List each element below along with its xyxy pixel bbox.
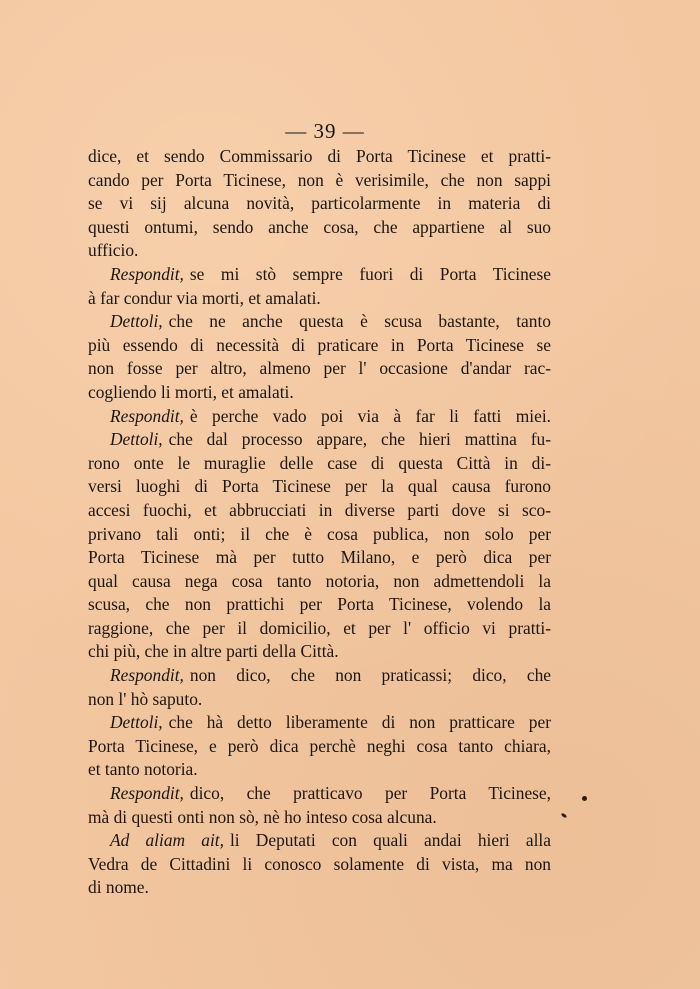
text-line: di nome. bbox=[88, 877, 149, 898]
line-text: che hà detto liberamente di non pratticare per bbox=[168, 712, 551, 733]
line-text: se mi stò sempre fuori di Porta Ticinese bbox=[189, 263, 551, 284]
paragraph bbox=[88, 405, 551, 429]
text-line bbox=[88, 428, 551, 452]
speaker-label: Dettoli, bbox=[110, 311, 163, 332]
text-line: raggione, che per il domicilio, et per l' officio vi pratti- bbox=[88, 617, 551, 638]
text-line: qual causa nega cosa tanto notoria, non admettendoli la bbox=[88, 570, 551, 591]
line-text: non dico, che non praticassi; dico, che bbox=[189, 665, 551, 686]
text-line bbox=[88, 829, 551, 853]
text-line: scusa, che non prattichi per Porta Ticinese, volendo la bbox=[88, 594, 551, 615]
text-line: Vedra de Cittadini li conosco solamente di vista, ma non bbox=[88, 853, 551, 874]
text-line: cogliendo li morti, et amalati. bbox=[88, 381, 294, 402]
text-line: mà di questi onti non sò, nè ho inteso cosa alcuna. bbox=[88, 806, 437, 827]
text-line: non fosse per altro, almeno per l' occasione d'andar rac- bbox=[88, 358, 551, 379]
paragraph bbox=[88, 664, 551, 711]
speaker-label: Ad aliam ait, bbox=[110, 830, 224, 851]
line-text: dico, che pratticavo per Porta Ticinese, bbox=[189, 783, 551, 804]
text-line: questi ontumi, sendo anche cosa, che appartiene al suo bbox=[88, 216, 551, 237]
line-text: li Deputati con quali andai hieri alla bbox=[229, 830, 551, 851]
speaker-label: Respondit, bbox=[110, 783, 184, 804]
text-line: più essendo di necessità di praticare in Porta Ticinese se bbox=[88, 334, 551, 355]
text-line bbox=[88, 263, 551, 287]
line-text: che dal processo appare, che hieri mattina fu- bbox=[168, 429, 551, 450]
text-line bbox=[88, 405, 551, 429]
paragraph bbox=[88, 263, 551, 310]
line-text: che ne anche questa è scusa bastante, tanto bbox=[168, 311, 551, 332]
text-line: ufficio. bbox=[88, 240, 139, 261]
paragraph bbox=[88, 782, 551, 829]
text-line: dice, et sendo Commissario di Porta Ticinese et pratti- bbox=[88, 146, 551, 166]
body-text bbox=[88, 145, 551, 900]
text-line: rono onte le muraglie delle case di questa Città in di- bbox=[88, 452, 551, 473]
text-line: et tanto notoria. bbox=[88, 759, 198, 780]
text-line: privano tali onti; il che è cosa publica, non solo per bbox=[88, 523, 551, 544]
paragraph bbox=[88, 428, 551, 664]
paragraph bbox=[88, 145, 551, 263]
speaker-label: Respondit, bbox=[110, 263, 184, 284]
text-line: accesi fuochi, et abbrucciati in diverse parti dove si sco- bbox=[88, 499, 551, 520]
paragraph bbox=[88, 711, 551, 782]
page-number: — 39 — bbox=[285, 119, 365, 143]
text-line: versi luoghi di Porta Ticinese per la qual causa furono bbox=[88, 476, 551, 497]
text-line: se vi sij alcuna novità, particolarmente in materia di bbox=[88, 193, 551, 214]
speaker-label: Respondit, bbox=[110, 405, 184, 426]
text-line bbox=[88, 310, 551, 334]
speaker-label: Respondit, bbox=[110, 665, 184, 686]
line-text: è perche vado poi via à far li fatti miei. bbox=[189, 405, 551, 426]
text-line bbox=[88, 711, 551, 735]
text-line: chi più, che in altre parti della Città. bbox=[88, 641, 339, 662]
text-line bbox=[88, 782, 551, 806]
text-line bbox=[88, 664, 551, 688]
paragraph bbox=[88, 829, 551, 900]
text-line: Porta Ticinese mà per tutto Milano, e però dica per bbox=[88, 547, 551, 568]
text-line: non l' hò saputo. bbox=[88, 688, 203, 709]
ink-speck bbox=[561, 813, 568, 819]
paragraph bbox=[88, 310, 551, 404]
text-line: cando per Porta Ticinese, non è verisimile, che non sappi bbox=[88, 169, 551, 190]
text-line: Porta Ticinese, e però dica perchè neghi cosa tanto chiara, bbox=[88, 735, 551, 756]
speaker-label: Dettoli, bbox=[110, 712, 163, 733]
ink-speck bbox=[582, 796, 587, 801]
text-line: à far condur via morti, et amalati. bbox=[88, 287, 321, 308]
speaker-label: Dettoli, bbox=[110, 429, 163, 450]
